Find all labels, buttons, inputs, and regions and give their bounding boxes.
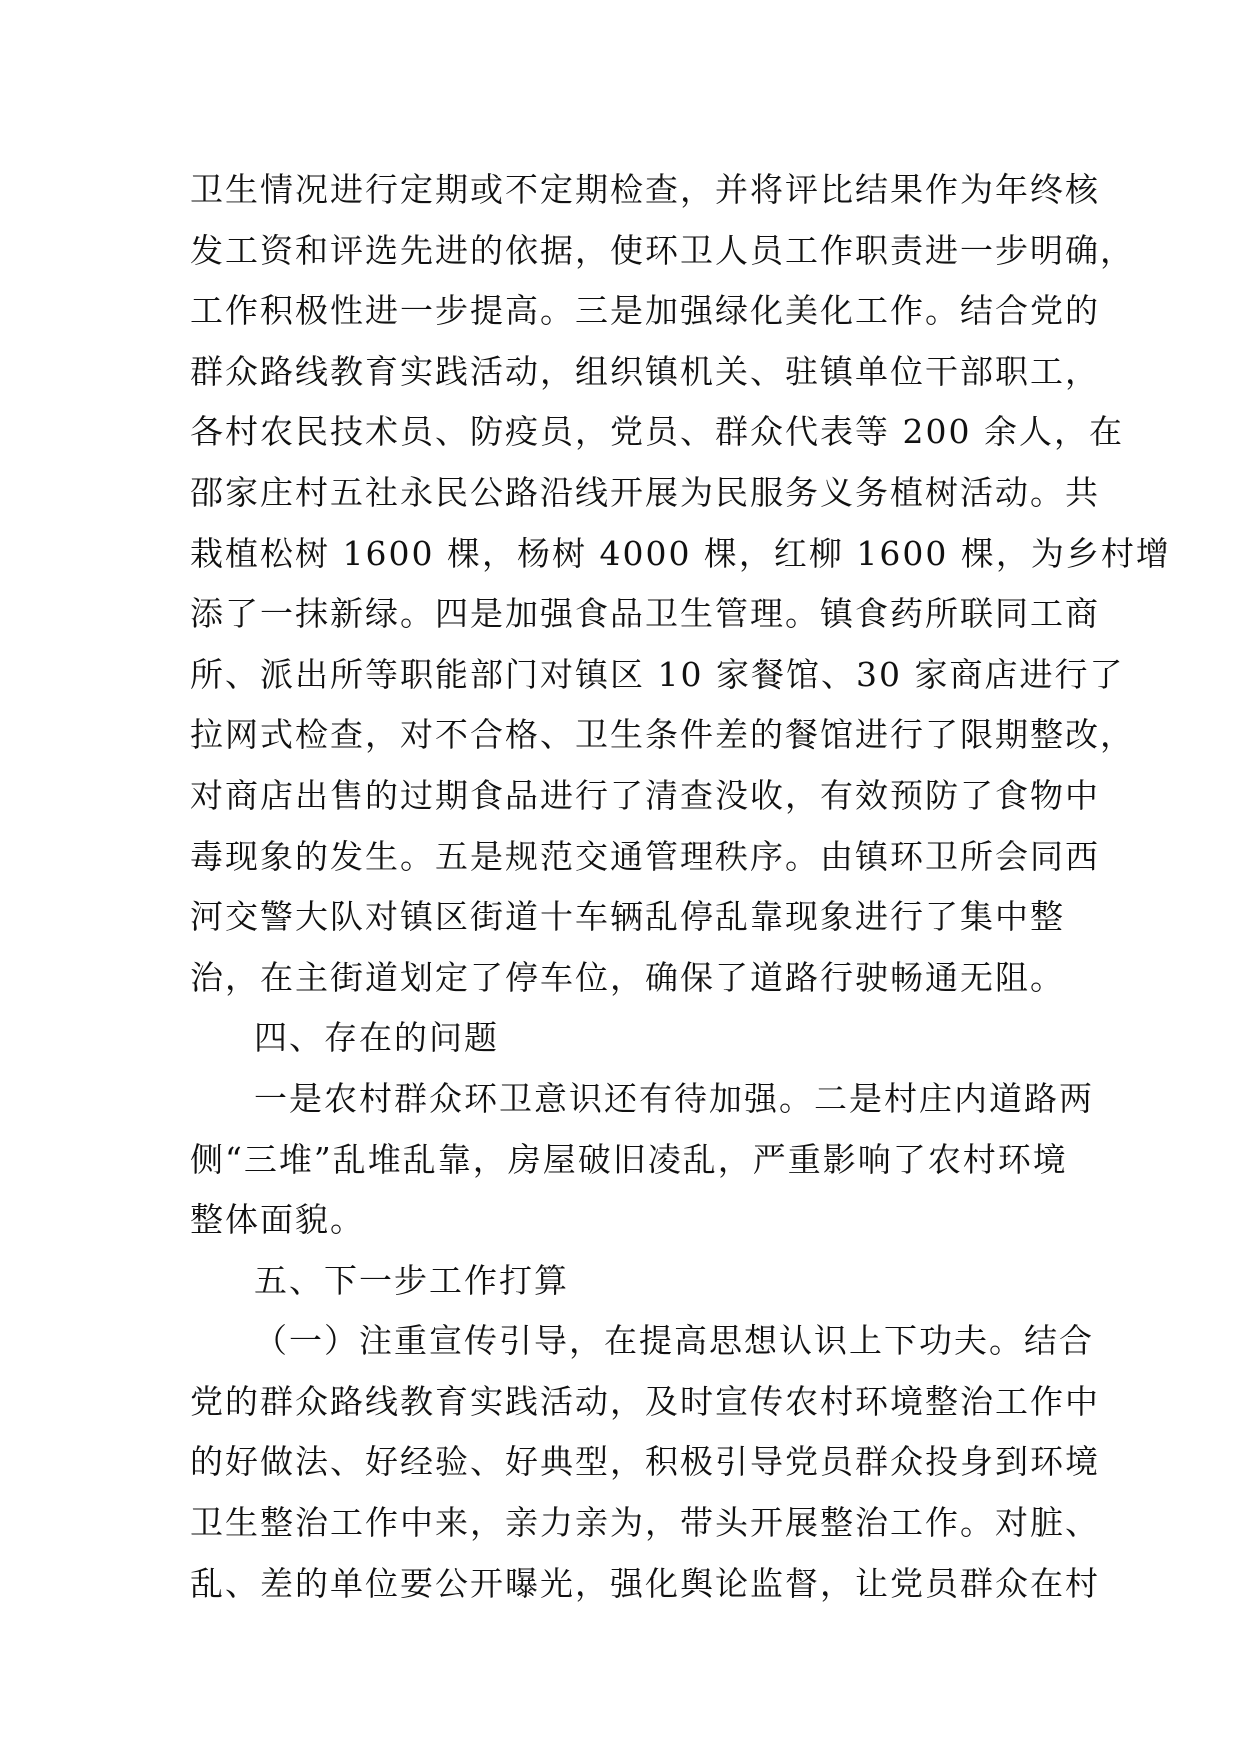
section-heading-next-steps: 五、下一步工作打算 (254, 1260, 569, 1300)
paragraph-line: 群众路线教育实践活动，组织镇机关、驻镇单位干部职工， (190, 351, 1100, 391)
section-heading-issues: 四、存在的问题 (254, 1018, 499, 1058)
paragraph-line: 乱、差的单位要公开曝光，强化舆论监督，让党员群众在村 (190, 1563, 1100, 1603)
paragraph-line: 党的群众路线教育实践活动，及时宣传农村环境整治工作中 (190, 1381, 1100, 1421)
paragraph-line: 各村农民技术员、防疫员，党员、群众代表等 200 余人，在 (190, 412, 1124, 452)
paragraph-line: 添了一抹新绿。四是加强食品卫生管理。镇食药所联同工商 (190, 594, 1100, 634)
paragraph-line: 侧“三堆”乱堆乱靠，房屋破旧凌乱，严重影响了农村环境 (190, 1139, 1068, 1179)
paragraph-line: 河交警大队对镇区街道十车辆乱停乱靠现象进行了集中整 (190, 897, 1065, 937)
document-body (190, 160, 1171, 1614)
paragraph-first-line: （一）注重宣传引导，在提高思想认识上下功夫。结合 (254, 1321, 1094, 1361)
paragraph-line: 治，在主街道划定了停车位，确保了道路行驶畅通无阻。 (190, 957, 1065, 997)
paragraph-line: 工作积极性进一步提高。三是加强绿化美化工作。结合党的 (190, 291, 1100, 331)
paragraph-line: 拉网式检查，对不合格、卫生条件差的餐馆进行了限期整改， (190, 715, 1135, 755)
paragraph-line: 栽植松树 1600 棵，杨树 4000 棵，红柳 1600 棵，为乡村增 (190, 533, 1171, 573)
paragraph-line: 发工资和评选先进的依据，使环卫人员工作职责进一步明确， (190, 230, 1135, 270)
paragraph-line: 毒现象的发生。五是规范交通管理秩序。由镇环卫所会同西 (190, 836, 1100, 876)
paragraph-line: 卫生整治工作中来，亲力亲为，带头开展整治工作。对脏、 (190, 1503, 1100, 1543)
paragraph-line: 卫生情况进行定期或不定期检查，并将评比结果作为年终核 (190, 170, 1100, 209)
paragraph-line: 邵家庄村五社永民公路沿线开展为民服务义务植树活动。共 (190, 472, 1100, 512)
paragraph-line: 的好做法、好经验、好典型，积极引导党员群众投身到环境 (190, 1442, 1100, 1482)
paragraph-line: 整体面貌。 (190, 1200, 365, 1240)
paragraph-line: 所、派出所等职能部门对镇区 10 家餐馆、30 家商店进行了 (190, 654, 1125, 694)
paragraph-first-line: 一是农村群众环卫意识还有待加强。二是村庄内道路两 (254, 1078, 1094, 1118)
paragraph-line: 对商店出售的过期食品进行了清查没收，有效预防了食物中 (190, 775, 1100, 815)
